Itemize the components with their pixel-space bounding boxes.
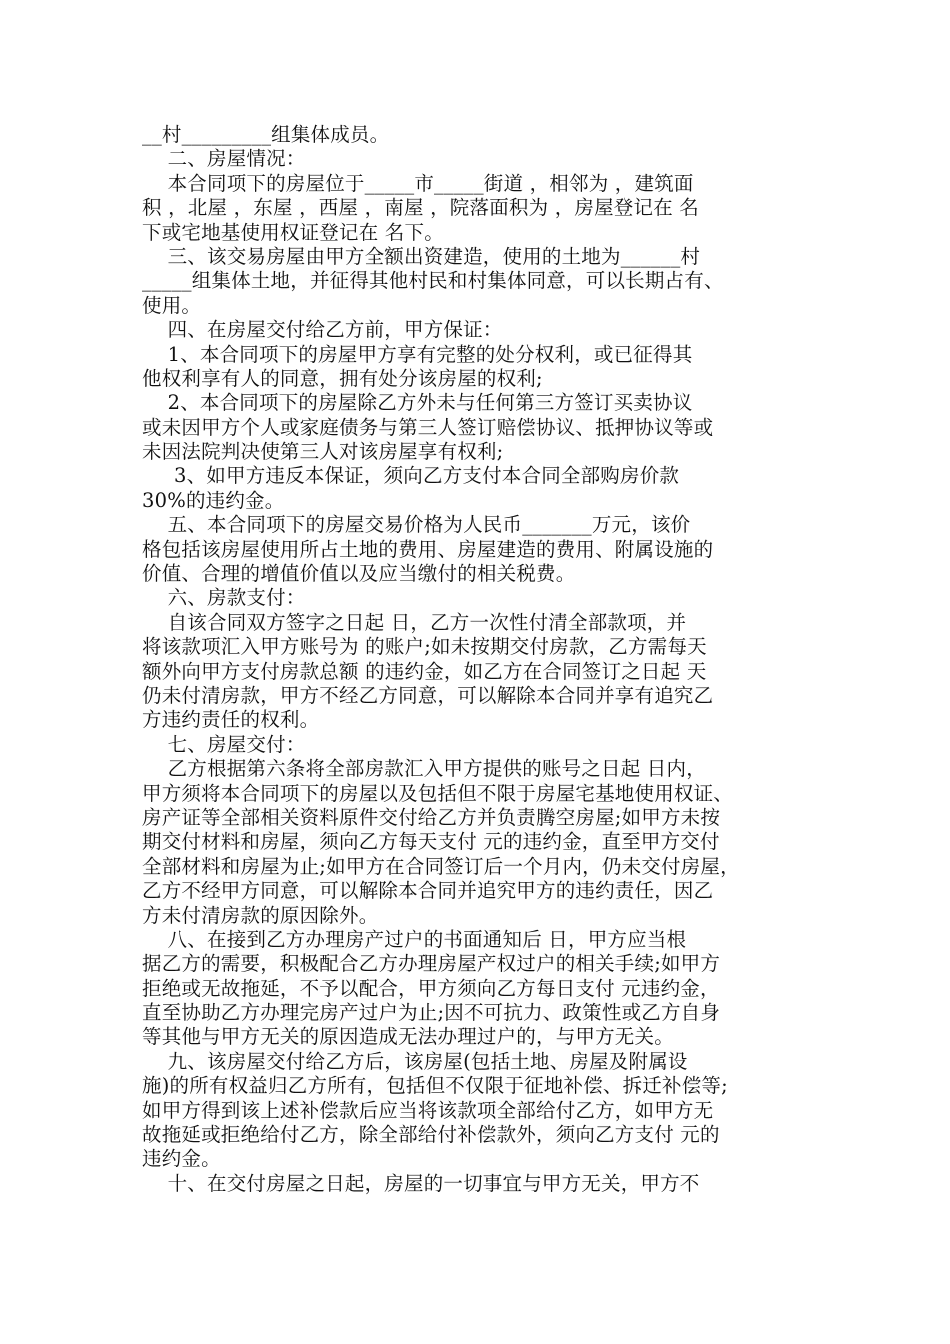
text-line: 三、该交易房屋由甲方全额出资建造，使用的土地为______村 [142, 244, 701, 268]
text-line: 期交付材料和房屋，须向乙方每天支付 元的违约金，直至甲方交付 [142, 830, 720, 854]
text-line: 甲方须将本合同项下的房屋以及包括但不限于房屋宅基地使用权证、 [142, 781, 734, 805]
text-line: 将该款项汇入甲方账号为 的账户;如未按期交付房款，乙方需每天 [142, 635, 707, 659]
text-line: 九、该房屋交付给乙方后，该房屋(包括土地、房屋及附属设 [142, 1049, 688, 1073]
text-line: __村_________组集体成员。 [142, 123, 390, 146]
text-line: 下或宅地基使用权证登记在 名下。 [142, 220, 444, 244]
text-line: 或未因甲方个人或家庭债务与第三人签订赔偿协议、抵押协议等或 [142, 415, 714, 439]
text-line: 方违约责任的权利。 [142, 708, 320, 732]
text-line: 违约金。 [142, 1147, 221, 1171]
text-line: 方未付清房款的原因除外。 [142, 903, 379, 927]
text-line: 故拖延或拒绝给付乙方，除全部给付补偿款外，须向乙方支付 元的 [142, 1123, 720, 1147]
text-line: 价值、合理的增值价值以及应当缴付的相关税费。 [142, 562, 576, 586]
text-line: 本合同项下的房屋位于_____市_____街道 ，相邻为 ，建筑面 [142, 171, 694, 195]
document-body [142, 123, 810, 1196]
text-line: 2、本合同项下的房屋除乙方外未与任何第三方签订买卖协议 [142, 391, 693, 415]
text-line: 据乙方的需要，积极配合乙方办理房屋产权过户的相关手续;如甲方 [142, 952, 721, 976]
text-line: 房产证等全部相关资料原件交付给乙方并负责腾空房屋;如甲方未按 [142, 805, 721, 829]
text-line: 他权利享有人的同意，拥有处分该房屋的权利; [142, 366, 543, 390]
text-line: 未因法院判决使第三人对该房屋享有权利; [142, 440, 504, 464]
text-line: 乙方根据第六条将全部房款汇入甲方提供的账号之日起 日内， [142, 757, 706, 781]
text-line: 施)的所有权益归乙方所有，包括但不仅限于征地补偿、拆迁补偿等; [142, 1074, 728, 1098]
text-line: 等其他与甲方无关的原因造成无法办理过户的，与甲方无关。 [142, 1025, 674, 1049]
text-line: 额外向甲方支付房款总额 的违约金，如乙方在合同签订之日起 天 [142, 659, 707, 683]
text-line: 全部材料和房屋为止;如甲方在合同签订后一个月内，仍未交付房屋， [142, 854, 740, 878]
text-line: 自该合同双方签字之日起 日，乙方一次性付清全部款项，并 [142, 610, 687, 634]
text-line: 五、本合同项下的房屋交易价格为人民币_______万元，该价 [142, 513, 691, 537]
text-line: 如甲方得到该上述补偿款后应当将该款项全部给付乙方，如甲方无 [142, 1098, 714, 1122]
text-line: 八、在接到乙方办理房产过户的书面通知后 日，甲方应当根 [142, 927, 687, 951]
section-heading: 七、房屋交付： [142, 732, 306, 756]
text-line: 使用。 [142, 293, 202, 317]
section-heading: 六、房款支付： [142, 586, 306, 610]
section-heading: 四、在房屋交付给乙方前，甲方保证： [142, 318, 503, 342]
text-line: 十、在交付房屋之日起，房屋的一切事宜与甲方无关，甲方不 [142, 1171, 700, 1195]
text-line: 格包括该房屋使用所占土地的费用、房屋建造的费用、附属设施的 [142, 537, 714, 561]
text-line: 拒绝或无故拖延，不予以配合，甲方须向乙方每日支付 元违约金， [142, 976, 720, 1000]
text-line: 仍未付清房款，甲方不经乙方同意，可以解除本合同并享有追究乙 [142, 683, 714, 707]
text-line: 直至协助乙方办理完房产过户为止;因不可抗力、政策性或乙方自身 [142, 1001, 721, 1025]
text-line: 30%的违约金。 [142, 488, 285, 512]
text-line: 积 ，北屋 ，东屋 ，西屋 ，南屋 ，院落面积为 ，房屋登记在 名 [142, 196, 699, 220]
text-line: 3、如甲方违反本保证，须向乙方支付本合同全部购房价款 [142, 464, 680, 488]
text-line: _____组集体土地，并征得其他村民和村集体同意，可以长期占有、 [142, 269, 724, 293]
text-line: 1、本合同项下的房屋甲方享有完整的处分权利，或已征得其 [142, 342, 693, 366]
section-heading: 二、房屋情况： [142, 147, 306, 171]
text-line: 乙方不经甲方同意，可以解除本合同并追究甲方的违约责任，因乙 [142, 879, 714, 903]
